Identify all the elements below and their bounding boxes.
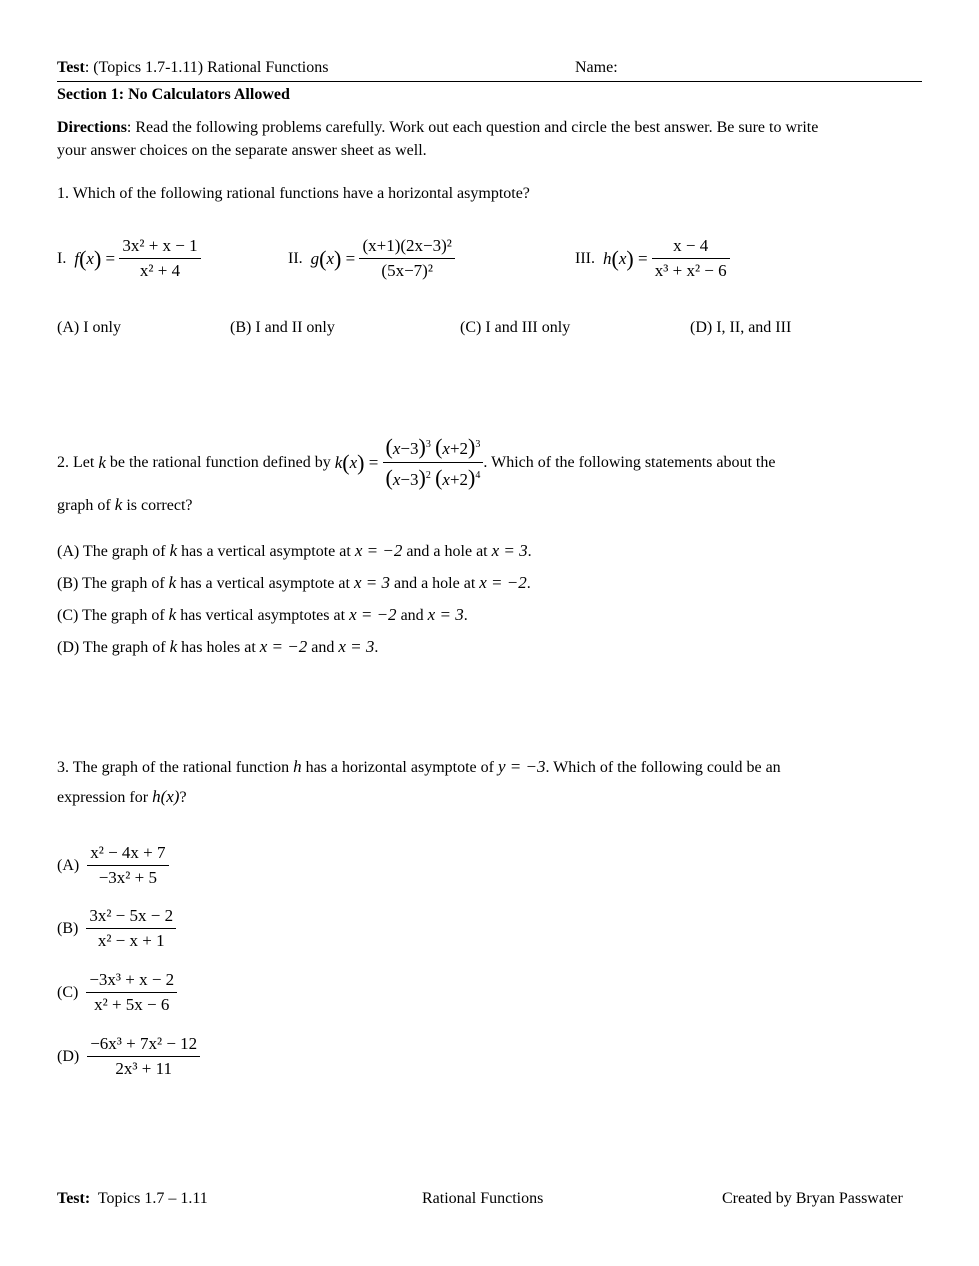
q1-item-1: I. f ( x ) = $\frac{\text{3x² + x − 1}}{\text{x² + 4}}$ [57, 236, 201, 281]
choice-label: (D) [57, 1047, 80, 1065]
denominator: $(x-3)^2$ $(x+2)^4$ [385, 465, 481, 490]
q1-item-2: II. g ( x ) = $\frac{\text{(x+1)(2x−3)²}}{\text{(5x−7)²}}$ [288, 236, 455, 281]
choice-fraction [87, 843, 168, 888]
directions-label: Directions [57, 119, 127, 136]
name-label: Name: [575, 59, 618, 76]
choice-label: (C) [57, 983, 79, 1001]
numerator: −3x³ + x − 2 [86, 970, 177, 993]
q3-prompt-line-2: expression for h(x)? [57, 787, 187, 806]
q2-prompt-line-2: graph of k is correct? [57, 495, 193, 514]
q2-choice-a[interactable]: (A) The graph of k has a vertical asymptote at x = −2 and a hole at x = 3. [57, 541, 532, 560]
denominator: x² + 5x − 6 [94, 995, 170, 1014]
q2-choice-c[interactable]: (C) The graph of k has vertical asymptotes at x = −2 and x = 3. [57, 605, 468, 624]
denominator: −3x² + 5 [98, 868, 157, 887]
numerator: (x+1)(2x−3)² [359, 236, 454, 259]
directions [57, 119, 818, 137]
directions-line-1: : Read the following problems carefully. Work out each question and circle the best answer. Be sure to write [126, 119, 819, 136]
denominator: x³ + x² − 6 [654, 261, 727, 280]
directions-line-2: your answer choices on the separate answer sheet as well. [57, 142, 427, 159]
footer-topics: Topics 1.7 – 1.11 [90, 1190, 208, 1207]
denominator: (5x−7)² [381, 261, 433, 280]
denominator: x² + 4 [139, 261, 181, 280]
q1-fraction [359, 236, 454, 281]
q2-prompt-a: 2. Let [57, 453, 95, 471]
q1-function-name: h [602, 248, 612, 268]
q1-choice-c[interactable]: (C) I and III only [460, 319, 571, 336]
q1-choice-b[interactable]: (B) I and II only [230, 319, 335, 336]
q3-prompt: 3. The graph of the rational function h has a horizontal asymptote of y = −3. Which of the following could be an [57, 757, 781, 776]
denominator: 2x³ + 11 [115, 1059, 172, 1078]
q1-choice-a[interactable]: (A) I only [57, 319, 121, 336]
choice-fraction [86, 970, 177, 1015]
header-rule [57, 81, 922, 82]
q1-item-numeral: III. [575, 249, 595, 267]
q3-choice-c[interactable] [57, 970, 177, 1015]
q2-var: k [98, 452, 106, 472]
footer-test-label: Test: [57, 1190, 91, 1207]
q2-function-fraction [383, 434, 484, 491]
numerator: x² − 4x + 7 [87, 843, 168, 866]
q1-prompt: 1. Which of the following rational functions have a horizontal asymptote? [57, 185, 530, 202]
test-label: Test [57, 59, 85, 76]
q2-prompt-c: . Which of the following statements about the [483, 453, 776, 471]
q1-fraction [652, 236, 730, 281]
q3-choice-a[interactable] [57, 843, 169, 888]
q1-fraction [119, 236, 200, 281]
section-title: Section 1: No Calculators Allowed [57, 86, 290, 103]
numerator: −6x³ + 7x² − 12 [87, 1034, 200, 1057]
q1-item-numeral: I. [57, 249, 67, 267]
q3-choice-d[interactable] [57, 1034, 200, 1079]
q3-choice-b[interactable] [57, 906, 176, 951]
numerator: x − 4 [652, 236, 730, 259]
q1-item-numeral: II. [288, 249, 303, 267]
choice-fraction [86, 906, 176, 951]
test-header-title [57, 59, 328, 77]
q2-choice-d[interactable]: (D) The graph of k has holes at x = −2 and x = 3. [57, 637, 379, 656]
footer-left [57, 1190, 208, 1208]
numerator: 3x² + x − 1 [119, 236, 200, 259]
choice-fraction [87, 1034, 200, 1079]
q1-function-name: f [74, 248, 80, 268]
q1-choice-d[interactable]: (D) I, II, and III [690, 319, 792, 336]
choice-label: (A) [57, 856, 80, 874]
numerator: $(x-3)^3$ $(x+2)^3$ [383, 434, 484, 463]
choice-label: (B) [57, 919, 79, 937]
q2-prompt-b: be the rational function defined by [109, 453, 331, 471]
q2-choice-b[interactable]: (B) The graph of k has a vertical asymptote at x = 3 and a hole at x = −2. [57, 573, 531, 592]
q2-prompt: 2. Let k be the rational function defined by k ( x ) = $\frac{(x-3)^3 (x+2)^3}{(x-3)^2 (x+2)^4}$ . Which of the following statements about the [57, 434, 776, 490]
q1-item-3: III. h ( x ) = $\frac{x - 4}{\text{x³ + x² − 6}}$ [575, 236, 730, 281]
footer-center: Rational Functions [422, 1190, 544, 1207]
q1-function-name: g [310, 248, 320, 268]
numerator: 3x² − 5x − 2 [86, 906, 176, 929]
denominator: x² − x + 1 [97, 931, 165, 950]
footer-right: Created by Bryan Passwater [722, 1190, 903, 1207]
test-title: : (Topics 1.7-1.11) Rational Functions [84, 59, 329, 76]
